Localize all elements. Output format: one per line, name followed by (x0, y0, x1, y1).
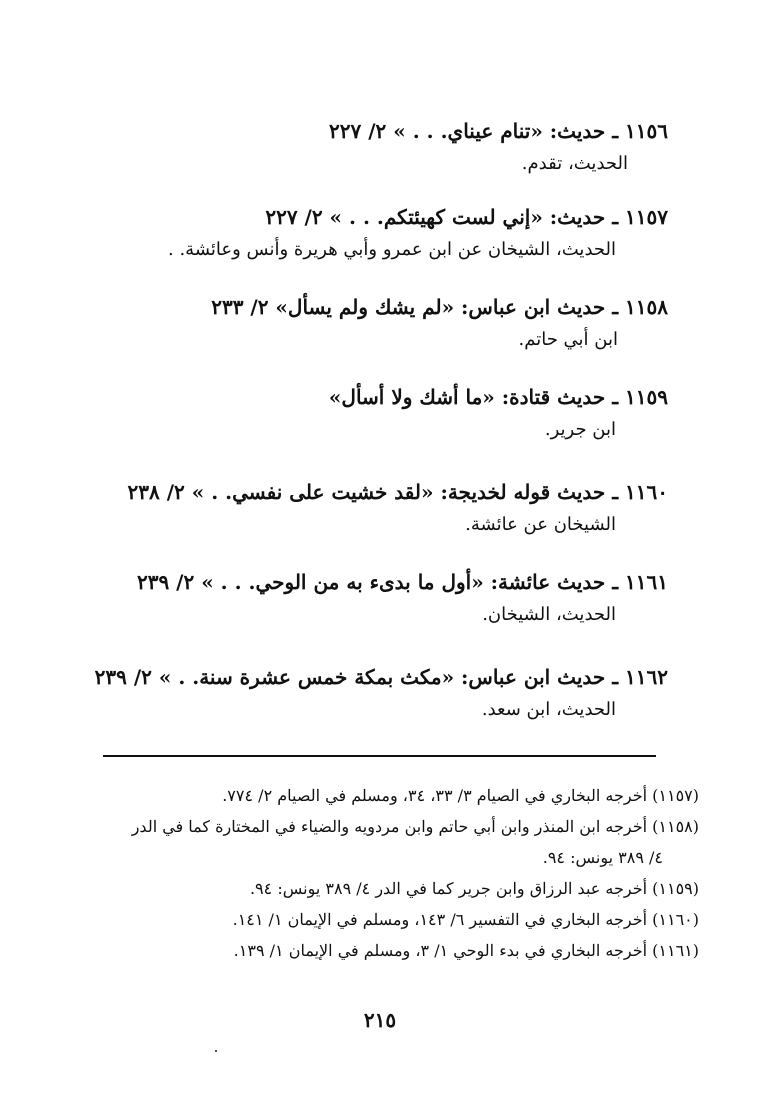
entry-heading: ١١٥٩ ـ حديث قتادة: «ما أشك ولا أسأل» (328, 385, 668, 409)
entry-heading: ١١٦٢ ـ حديث ابن عباس: «مكث بمكة خمس عشرة سنة. . » ٢/ ٢٣٩ (94, 665, 668, 689)
entry-source: الحديث، تقدم. (521, 153, 628, 174)
entry-heading: ١١٥٨ ـ حديث ابن عباس: «لم يشك ولم يسأل» ٢/ ٢٣٣ (211, 295, 668, 319)
entry-heading: ١١٥٧ ـ حديث: «إني لست كهيئتكم. . . » ٢/ ٢٢٧ (265, 205, 668, 229)
footnote-1160 (80, 904, 699, 935)
entry-1162 (95, 660, 668, 726)
entry-1156 (329, 114, 668, 180)
entry-source: الحديث، الشيخان. (482, 604, 616, 625)
footnote-line: ٤/ ٣٨٩ يونس: ٩٤. (542, 848, 663, 867)
footnote-line: (١١٦١) أخرجه البخاري في بدء الوحي ١/ ٣، ومسلم في الإيمان ١/ ١٣٩. (233, 941, 699, 960)
entry-heading: ١١٦١ ـ حديث عائشة: «أول ما بدىء به من الوحي. . . » ٢/ ٢٣٩ (136, 570, 668, 594)
entry-1160 (128, 475, 668, 541)
footnote-line: (١١٦٠) أخرجه البخاري في التفسير ٦/ ١٤٣، ومسلم في الإيمان ١/ ١٤١. (232, 910, 699, 929)
footnote-1157 (80, 780, 699, 811)
footnotes (80, 780, 699, 966)
footnote-divider (103, 755, 656, 757)
entry-source: ابن أبي حاتم. (518, 329, 618, 350)
entry-source: الشيخان عن عائشة. (465, 514, 616, 535)
scan-speck (215, 1050, 217, 1052)
entry-1157 (168, 200, 668, 266)
footnote-line: (١١٥٧) أخرجه البخاري في الصيام ٣/ ٣٣، ٣٤، ومسلم في الصيام ٢/ ٧٧٤. (222, 786, 699, 805)
entry-source: الحديث، ابن سعد. (481, 699, 616, 720)
footnote-1158 (80, 811, 699, 873)
footnote-line: (١١٥٨) أخرجه ابن المنذر وابن أبي حاتم وابن مردويه والضياء في المختارة كما في الدر (131, 817, 699, 836)
entry-heading: ١١٥٦ ـ حديث: «تنام عيناي. . . » ٢/ ٢٢٧ (329, 119, 668, 143)
entry-source: الحديث، الشيخان عن ابن عمرو وأبي هريرة وأنس وعائشة. . (168, 239, 616, 260)
page-number: ٢١٥ (363, 1008, 397, 1032)
entry-source: ابن جرير. (544, 419, 616, 440)
entry-1158 (211, 290, 668, 356)
footnote-line: (١١٥٩) أخرجه عبد الرزاق وابن جرير كما في الدر ٤/ ٣٨٩ يونس: ٩٤. (249, 879, 699, 898)
entry-1161 (137, 565, 668, 631)
entry-heading: ١١٦٠ ـ حديث قوله لخديجة: «لقد خشيت على نفسي. . » ٢/ ٢٣٨ (127, 480, 668, 504)
footnote-1159 (80, 873, 699, 904)
entry-1159 (329, 380, 668, 446)
footnote-1161 (80, 935, 699, 966)
